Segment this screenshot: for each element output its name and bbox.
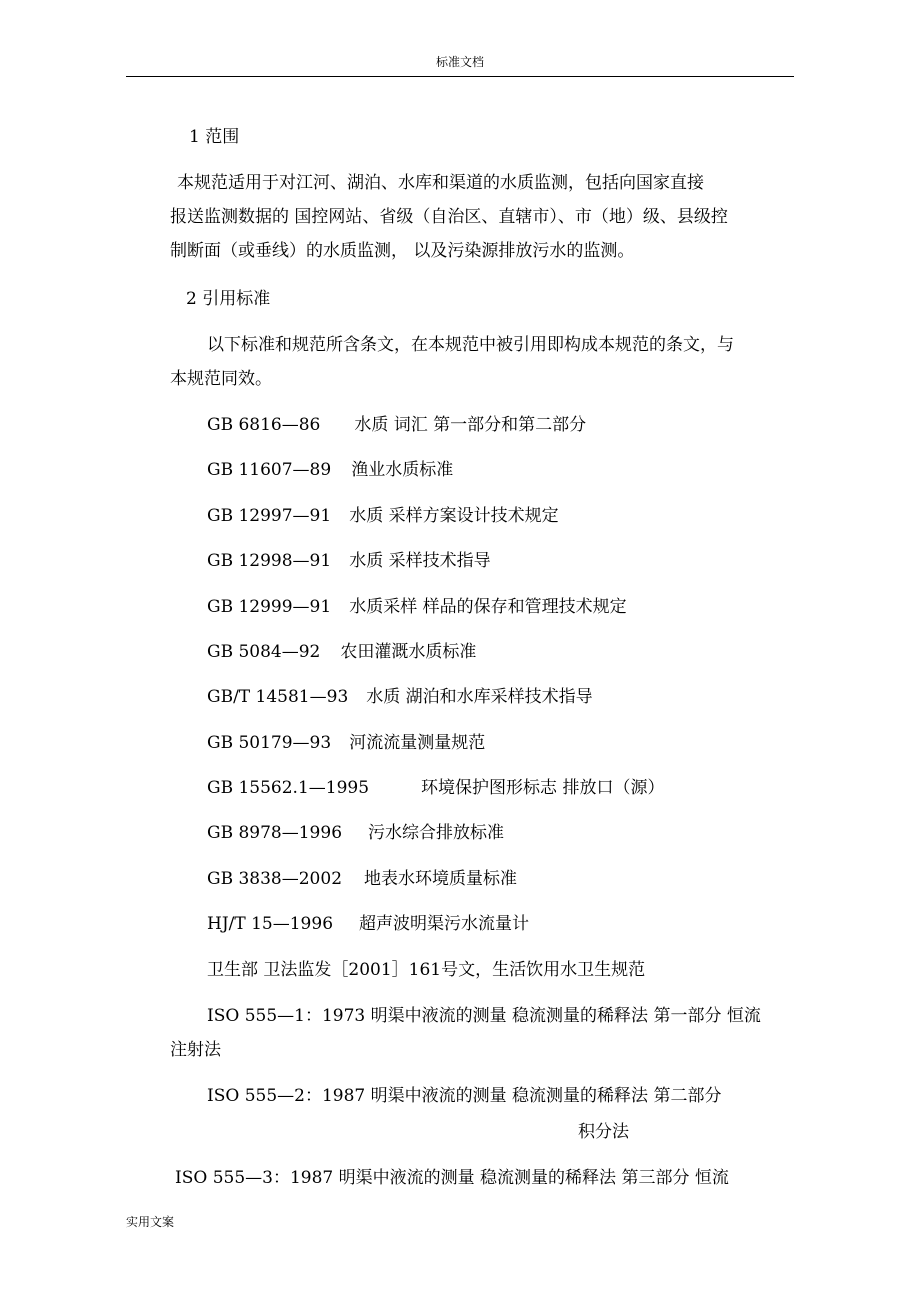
header-rule (126, 76, 794, 77)
iso-555-3-line-1: ISO 555—3：1987 明渠中液流的测量 稳流测量的稀释法 第三部分 恒流 (175, 1168, 729, 1188)
reference-code: GB 12998—91 (207, 551, 332, 571)
reference-title: 农田灌溉水质标准 (340, 642, 477, 662)
section1-para-line-3: 制断面（或垂线）的水质监测， 以及污染源排放污水的监测。 (170, 241, 635, 261)
reference-title: 环境保护图形标志 排放口（源） (421, 778, 665, 798)
reference-title: 水质 采样技术指导 (349, 551, 491, 571)
reference-item (207, 550, 491, 572)
reference-title: 超声波明渠污水流量计 (359, 914, 530, 934)
section1-heading: 1 范围 (189, 127, 240, 147)
iso-555-1-line-2: 注射法 (170, 1040, 221, 1060)
reference-item (207, 505, 559, 527)
reference-code: GB 3838—2002 (207, 869, 343, 889)
reference-item (207, 822, 504, 844)
reference-code: GB 6816—86 (207, 415, 321, 435)
page-footer: 实用文案 (126, 1215, 175, 1229)
reference-title: 河流流量测量规范 (349, 733, 486, 753)
reference-title: 水质 采样方案设计技术规定 (349, 506, 559, 526)
reference-code: GB 12997—91 (207, 506, 332, 526)
section2-intro-line-1: 以下标准和规范所含条文，在本规范中被引用即构成本规范的条文，与 (207, 335, 734, 355)
reference-code: GB 12999—91 (207, 597, 332, 617)
reference-title: 水质 湖泊和水库采样技术指导 (366, 687, 593, 707)
reference-item (207, 732, 485, 754)
reference-title: 污水综合排放标准 (368, 823, 505, 843)
section1-para-line-1: 本规范适用于对江河、湖泊、水库和渠道的水质监测，包括向国家直接 (177, 173, 704, 193)
iso-555-2-line-2: 积分法 (578, 1122, 629, 1142)
reference-code: HJ/T 15—1996 (207, 914, 334, 934)
reference-code: GB 8978—1996 (207, 823, 343, 843)
health-regulation: 卫生部 卫法监发［2001］161号文，生活饮用水卫生规范 (207, 960, 646, 980)
reference-title: 水质采样 样品的保存和管理技术规定 (349, 597, 627, 617)
section2-heading: 2 引用标准 (186, 289, 271, 309)
iso-555-1-line-1: ISO 555—1：1973 明渠中液流的测量 稳流测量的稀释法 第一部分 恒流 (207, 1006, 761, 1026)
reference-item (207, 686, 593, 708)
section1-para-line-2: 报送监测数据的 国控网站、省级（自治区、直辖市）、市（地）级、县级控 (170, 207, 728, 227)
section2-intro-line-2: 本规范同效。 (170, 369, 272, 389)
reference-item (207, 868, 517, 890)
reference-item (207, 596, 627, 618)
reference-code: GB/T 14581—93 (207, 687, 349, 707)
reference-item (207, 913, 529, 935)
reference-code: GB 11607—89 (207, 460, 332, 480)
reference-item (207, 414, 586, 436)
reference-code: GB 50179—93 (207, 733, 332, 753)
reference-code: GB 5084—92 (207, 642, 321, 662)
iso-555-2-line-1: ISO 555—2：1987 明渠中液流的测量 稳流测量的稀释法 第二部分 (207, 1086, 722, 1106)
reference-code: GB 15562.1—1995 (207, 778, 370, 798)
reference-item (207, 777, 664, 799)
page-header: 标准文档 (435, 55, 484, 69)
reference-title: 渔业水质标准 (351, 460, 454, 480)
reference-item (207, 459, 453, 481)
reference-item (207, 641, 476, 663)
reference-title: 水质 词汇 第一部分和第二部分 (354, 415, 587, 435)
reference-title: 地表水环境质量标准 (364, 869, 518, 889)
